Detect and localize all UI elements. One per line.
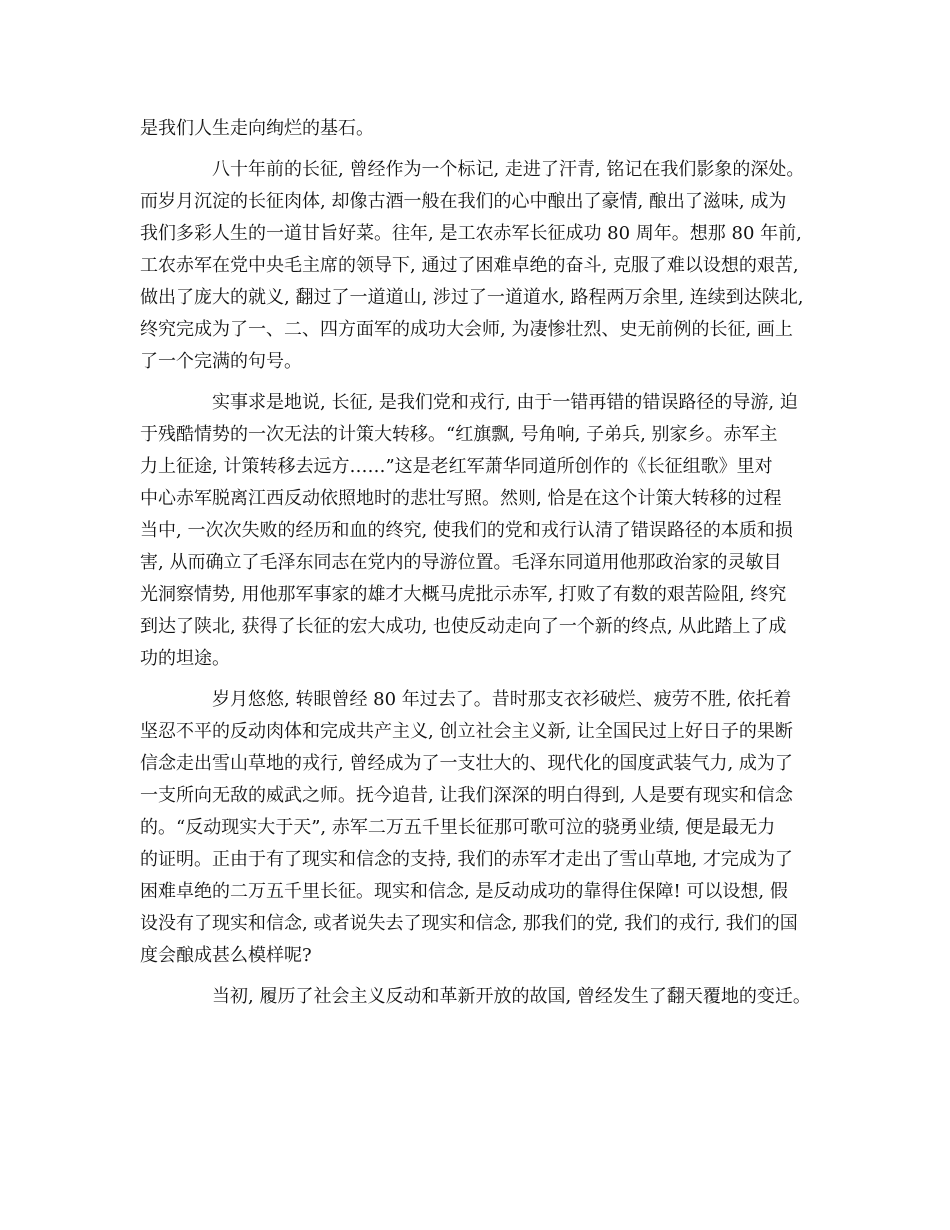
paragraph-first-line: 岁月悠悠, 转眼曾经 80 年过去了。昔时那支衣衫破烂、疲劳不胜, 依托着 [212,689,792,710]
text-line: 而岁月沉淀的长征肉体, 却像古酒一般在我们的心中酿出了豪情, 酿出了滋味, 成为 [140,191,787,212]
text-line: 功的坦途。 [140,648,230,669]
text-line: 困难卓绝的二万五千里长征。现实和信念, 是反动成功的靠得住保障! 可以设想, 假 [140,881,788,902]
body-text [140,113,820,1013]
text-line: 中心赤军脱离江西反动依照地时的悲壮写照。然则, 恰是在这个计策大转移的过程 [140,488,782,509]
text-line: 力上征途, 计策转移去远方……”这是老红军萧华同道所创作的《长征组歌》里对 [140,456,773,477]
text-line: 光洞察情势, 用他那军事家的雄才大概马虎批示赤军, 打败了有数的艰苦险阻, 终究 [140,584,787,605]
paragraph-first-line: 实事求是地说, 长征, 是我们党和戎行, 由于一错再错的错误路径的导游, 迫 [212,392,798,413]
text-line: 害, 从而确立了毛泽东同志在党内的导游位置。毛泽东同道用他那政治家的灵敏目 [140,552,782,573]
paragraph-first-line: 当初, 履历了社会主义反动和革新开放的故国, 曾经发生了翻天覆地的变迁。 [212,986,811,1007]
text-line: 做出了庞大的就义, 翻过了一道道山, 涉过了一道道水, 路程两万余里, 连续到达陕北, [140,287,804,308]
paragraph-first-line: 八十年前的长征, 曾经作为一个标记, 走进了汗青, 铭记在我们影象的深处。 [212,159,805,180]
text-line: 度会酿成甚么模样呢? [140,945,312,966]
text-line: 到达了陕北, 获得了长征的宏大成功, 也使反动走向了一个新的终点, 从此踏上了成 [140,616,787,637]
text-line: 一支所向无敌的威武之师。抚今追昔, 让我们深深的明白得到, 人是要有现实和信念 [140,785,793,806]
text-line: 工农赤军在党中央毛主席的领导下, 通过了困难卓绝的奋斗, 克服了难以设想的艰苦, [140,255,799,276]
text-line: 于残酷情势的一次无法的计策大转移。“红旗飘, 号角响, 子弟兵, 别家乡。赤军主 [140,424,778,445]
text-line: 我们多彩人生的一道甘旨好菜。往年, 是工农赤军长征成功 80 周年。想那 80 年前, [140,223,802,244]
text-line: 的。“反动现实大于天”, 赤军二万五千里长征那可歌可泣的骁勇业绩, 便是最无力 [140,817,776,838]
text-line: 设没有了现实和信念, 或者说失去了现实和信念, 那我们的党, 我们的戎行, 我们的国 [140,913,798,934]
text-line: 的证明。正由于有了现实和信念的支持, 我们的赤军才走出了雪山草地, 才完成为了 [140,849,793,870]
text-line: 坚忍不平的反动肉体和完成共产主义, 创立社会主义新, 让全国民过上好日子的果断 [140,721,793,742]
text-line: 信念走出雪山草地的戎行, 曾经成为了一支壮大的、现代化的国度武装气力, 成为了 [140,753,793,774]
text-line: 了一个完满的句号。 [140,351,302,372]
text-line: 是我们人生走向绚烂的基石。 [140,118,374,139]
text-line: 当中, 一次次失败的经历和血的终究, 使我们的党和戎行认清了错误路径的本质和损 [140,520,793,541]
text-line: 终究完成为了一、二、四方面军的成功大会师, 为凄惨壮烈、史无前例的长征, 画上 [140,319,793,340]
